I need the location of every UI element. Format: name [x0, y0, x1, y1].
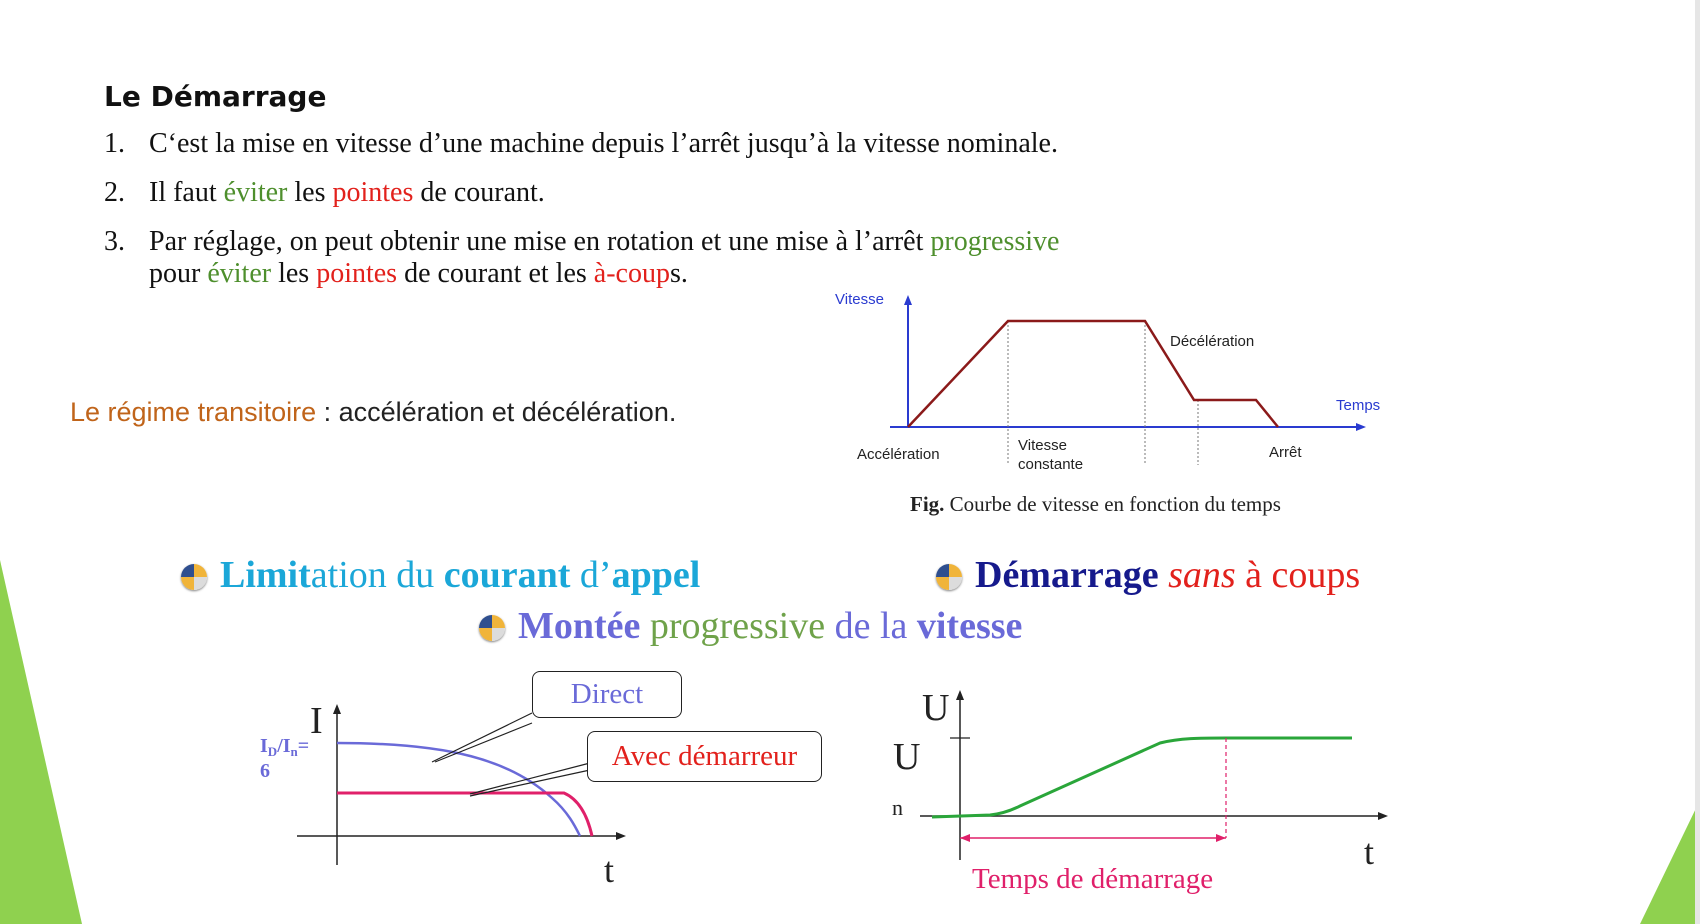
nominal-voltage-label: U: [893, 736, 921, 778]
time-axis-label: Temps: [1336, 397, 1381, 414]
nominal-voltage-subscript: n: [892, 795, 903, 820]
list-item-3-line-2: pour éviter les pointes de courant et les à-coups.: [149, 258, 688, 289]
bullet-icon: [479, 615, 505, 641]
list-number-2: 2.: [104, 177, 125, 208]
speed-time-chart: [820, 285, 1390, 485]
phase-label-arret: Arrêt: [1269, 444, 1302, 461]
voltage-time-chart: [880, 680, 1400, 900]
phase-label-deceleration: Décélération: [1170, 333, 1255, 350]
list-item-3-line-1: Par réglage, on peut obtenir une mise en rotation et une mise à l’arrêt progressive: [149, 226, 1060, 257]
phase-label-constante: constante: [1018, 456, 1084, 473]
inrush-ratio-value: 6: [260, 760, 270, 782]
regime-transitoire-text: Le régime transitoire : accélération et décélération.: [70, 397, 677, 427]
bullet-montee-progressive: Montée progressive de la vitesse: [518, 605, 1023, 647]
phase-label-vitesse: Vitesse: [1018, 437, 1067, 454]
current-axis-label: I: [310, 700, 323, 742]
startup-duration-label: Temps de démarrage: [972, 863, 1214, 895]
current-time-chart: [250, 690, 650, 890]
inrush-ratio-label: $I_D/I_n=$: [260, 735, 310, 759]
list-number-1: 1.: [104, 128, 125, 159]
section-heading: Le Démarrage: [104, 80, 327, 113]
list-item-1: C‘est la mise en vitesse d’une machine depuis l’arrêt jusqu’à la vitesse nominale.: [149, 128, 1058, 159]
bullet-limitation-courant: Limitation du courant d’appel: [220, 554, 701, 596]
bullet-icon: [181, 564, 207, 590]
phase-label-acceleration: Accélération: [857, 446, 940, 463]
list-item-2: Il faut éviter les pointes de courant.: [149, 177, 545, 208]
bullet-icon: [936, 564, 962, 590]
voltage-axis-label: U: [922, 687, 950, 729]
figure-caption: Fig. Courbe de vitesse en fonction du temps: [910, 492, 1281, 516]
list-number-3: 3.: [104, 226, 125, 257]
callout-avec-demarreur: Avec démarreur: [587, 731, 822, 782]
speed-axis-label: Vitesse: [835, 291, 884, 308]
callout-direct: Direct: [532, 671, 682, 718]
current-chart-time-label: t: [604, 850, 615, 890]
voltage-chart-time-label: t: [1364, 832, 1375, 872]
bullet-demarrage-sans-coups: Démarrage sans à coups: [975, 554, 1361, 596]
